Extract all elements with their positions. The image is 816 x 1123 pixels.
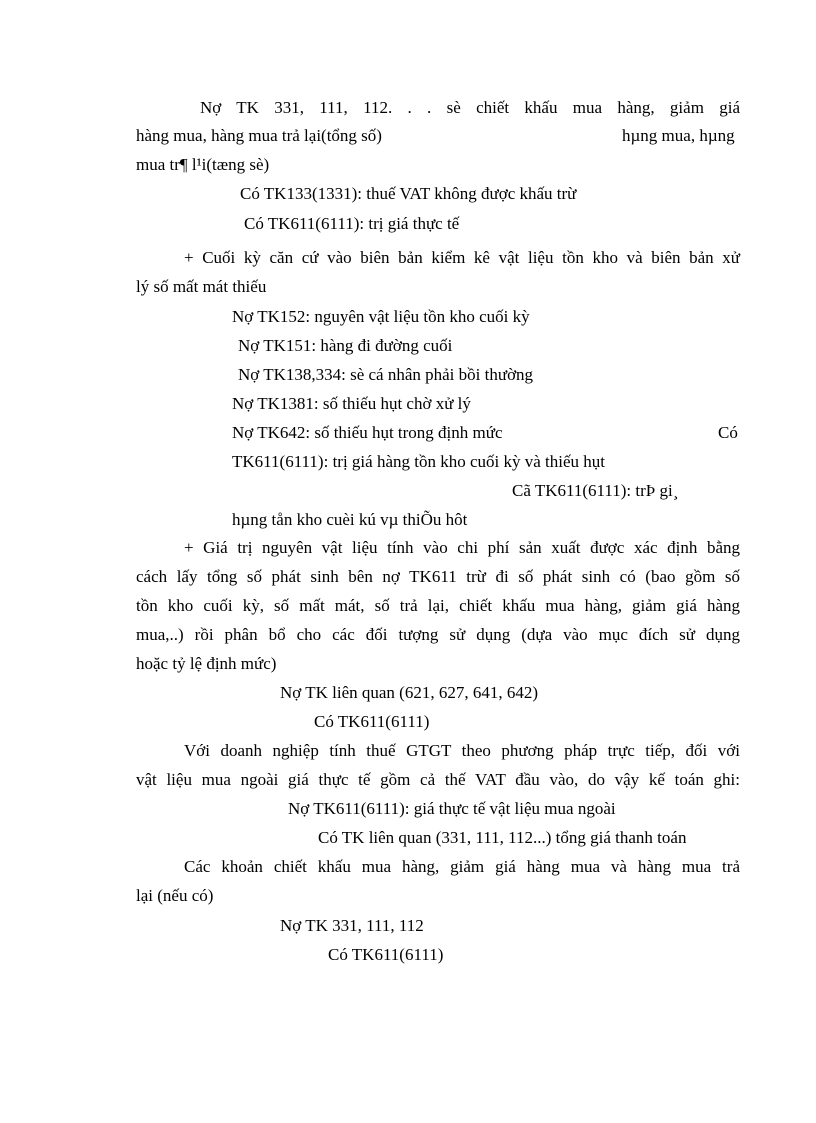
text-line-15: hµng tån kho cuèi kú vµ thiÕu hôt <box>232 510 468 529</box>
text-line-9: Nợ TK151: hàng đi đường cuối <box>238 336 453 355</box>
text-line-10: Nợ TK138,334: sè cá nhân phải bồi thường <box>238 365 534 384</box>
text-line-29: Nợ TK 331, 111, 112 <box>280 916 424 935</box>
text-line-1: Nợ TK 331, 111, 112. . . sè chiết khấu mua hàng, giảm giá <box>200 98 740 117</box>
text-line-25: Nợ TK611(6111): giá thực tế vật liệu mua ngoài <box>288 799 616 818</box>
text-line-2-right: hµng mua, hµng <box>622 126 735 145</box>
text-line-8: Nợ TK152: nguyên vật liệu tồn kho cuối kỳ <box>232 307 530 326</box>
text-line-17: cách lấy tổng số phát sinh bên nợ TK611 trừ đi số phát sinh có (bao gồm số <box>136 567 740 586</box>
text-line-24: vật liệu mua ngoài giá thực tế gồm cả thế VAT đầu vào, do vậy kế toán ghi: <box>136 770 740 789</box>
text-line-30: Có TK611(6111) <box>328 945 444 964</box>
text-line-22: Có TK611(6111) <box>314 712 430 731</box>
text-line-26: Có TK liên quan (331, 111, 112...) tổng giá thanh toán <box>318 828 687 847</box>
text-line-21: Nợ TK liên quan (621, 627, 641, 642) <box>280 683 538 702</box>
text-line-16: + Giá trị nguyên vật liệu tính vào chi phí sản xuất được xác định bằng <box>184 538 740 557</box>
text-line-14: Cã TK611(6111): trÞ gi¸ <box>512 481 679 500</box>
text-line-20: hoặc tỷ lệ định mức) <box>136 654 277 673</box>
text-line-4: Có TK133(1331): thuế VAT không được khấu trừ <box>240 184 577 203</box>
text-line-13: TK611(6111): trị giá hàng tồn kho cuối kỳ và thiếu hụt <box>232 452 605 471</box>
text-line-18: tồn kho cuối kỳ, số mất mát, số trả lại, chiết khấu mua hàng, giảm giá hàng <box>136 596 740 615</box>
text-line-3: mua tr¶ l¹i(tæng sè) <box>136 155 270 174</box>
text-line-27: Các khoản chiết khấu mua hàng, giảm giá hàng mua và hàng mua trả <box>184 857 740 876</box>
text-line-19: mua,..) rồi phân bổ cho các đối tượng sử dụng (dựa vào mục đích sử dụng <box>136 625 740 644</box>
text-line-12: Nợ TK642: số thiếu hụt trong định mức <box>232 423 503 442</box>
text-line-11: Nợ TK1381: số thiếu hụt chờ xử lý <box>232 394 471 413</box>
text-line-5: Có TK611(6111): trị giá thực tế <box>244 214 460 233</box>
text-line-28: lại (nếu có) <box>136 886 214 905</box>
text-line-2: hàng mua, hàng mua trả lại(tổng số) <box>136 126 382 145</box>
text-line-12-right: Có <box>718 423 738 442</box>
text-line-6: + Cuối kỳ căn cứ vào biên bản kiểm kê vật liệu tồn kho và biên bản xử <box>184 248 740 267</box>
text-line-23: Với doanh nghiệp tính thuế GTGT theo phương pháp trực tiếp, đối với <box>184 741 740 760</box>
text-line-7: lý số mất mát thiếu <box>136 277 267 296</box>
